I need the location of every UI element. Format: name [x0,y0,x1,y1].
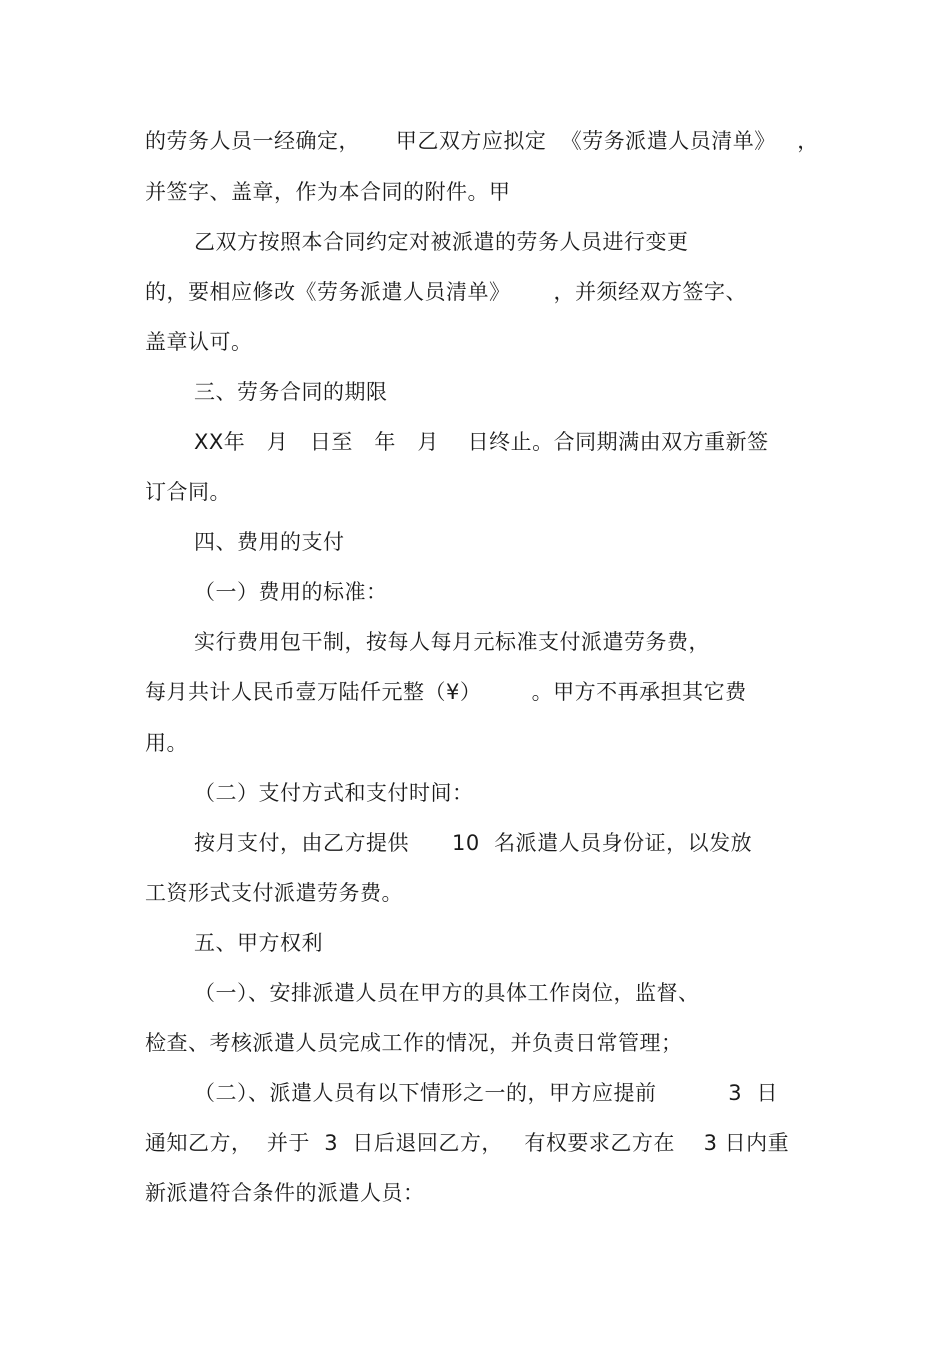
text-line: 的劳务人员一经确定， 甲乙双方应拟定 《劳务派遣人员清单》 ， [145,129,819,153]
text-line: （一）、安排派遣人员在甲方的具体工作岗位，监督、 [194,981,700,1005]
text-line: 工资形式支付派遣劳务费。 [145,881,403,905]
text-line: 盖章认可。 [145,330,253,354]
text-line: （二）、派遣人员有以下情形之一的，甲方应提前 3 日 [194,1081,778,1105]
text-line: 每月共计人民币壹万陆仟元整（¥） 。甲方不再承担其它费 [145,680,747,704]
text-line: 的，要相应修改《劳务派遣人员清单》 ，并须经双方签字、 [145,280,748,304]
text-line: 检查、考核派遣人员完成工作的情况，并负责日常管理； [145,1031,683,1055]
text-line: 用。 [145,731,188,755]
section-heading: 三、劳务合同的期限 [194,380,388,404]
section-heading: 四、费用的支付 [194,530,345,554]
text-line: 通知乙方， 并于 3 日后退回乙方， 有权要求乙方在 3 日内重 [145,1131,790,1155]
text-line: 乙双方按照本合同约定对被派遣的劳务人员进行变更 [194,230,689,254]
text-line: 按月支付，由乙方提供 10 名派遣人员身份证，以发放 [194,831,753,855]
text-line: 并签字、盖章，作为本合同的附件。甲 [145,180,511,204]
section-heading: 五、甲方权利 [194,931,323,955]
text-line: XX年 月 日至 年 月 日终止。合同期满由双方重新签 [194,430,769,454]
text-line: 订合同。 [145,480,231,504]
text-line: 实行费用包干制，按每人每月元标准支付派遣劳务费， [194,630,710,654]
subsection-heading: （二）支付方式和支付时间： [194,781,474,805]
subsection-heading: （一）费用的标准： [194,580,388,604]
text-line: 新派遣符合条件的派遣人员： [145,1181,425,1205]
